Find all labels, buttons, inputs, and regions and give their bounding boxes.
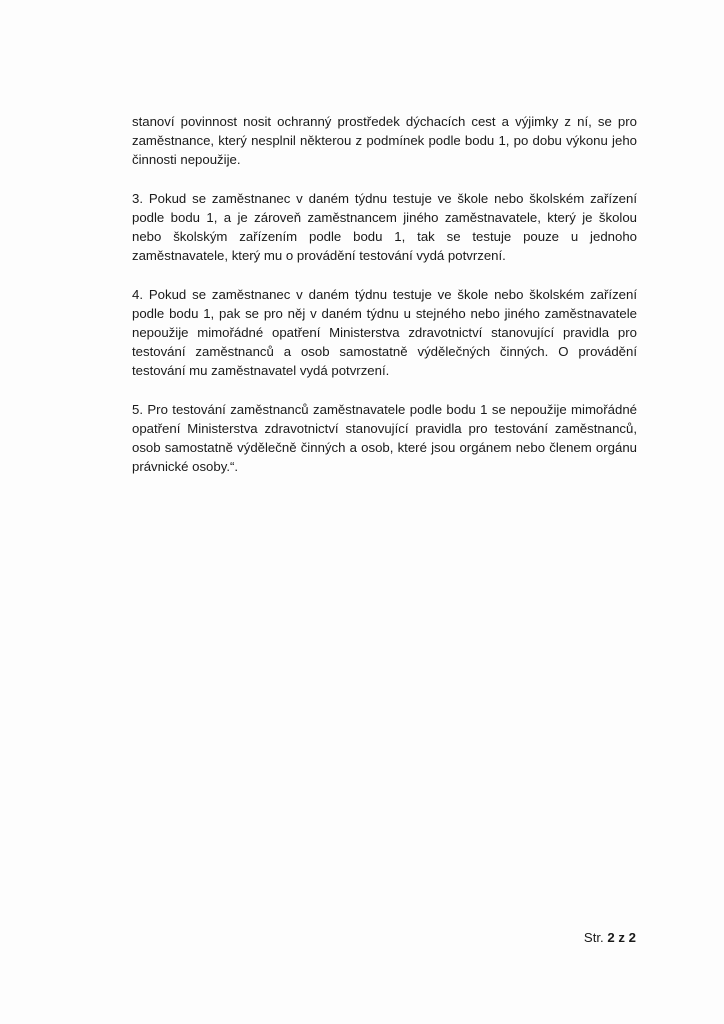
paragraph-continuation: stanoví povinnost nosit ochranný prostředek dýchacích cest a výjimky z ní, se pro zaměstnance, který nesplnil některou z podmínek podle bodu 1, po dobu výkonu jeho činnosti nepoužije. <box>132 114 637 167</box>
page-number-current: 2 <box>607 930 615 945</box>
paragraph-point-5: 5. Pro testování zaměstnanců zaměstnavatele podle bodu 1 se nepoužije mimořádné opatření Ministerstva zdravotnictví stanovující pravidla pro testování zaměstnanců, osob samostatně výdělečně činných a osob, které jsou orgánem nebo členem orgánu právnické osoby.“. <box>132 402 637 474</box>
page-number-separator: z <box>618 930 625 945</box>
paragraph-point-4: 4. Pokud se zaměstnanec v daném týdnu testuje ve škole nebo školském zařízení podle bodu 1, pak se pro něj v daném týdnu u stejného nebo jiného zaměstnavatele nepoužije mimořádné opatření Ministerstva zdravotnictví stanovující pravidla pro testování zaměstnanců a osob samostatně výdělečných činných. O provádění testování mu zaměstnavatel vydá potvrzení. <box>132 287 637 378</box>
page-number-total: 2 <box>628 930 636 945</box>
page-number <box>584 928 636 947</box>
page-number-prefix: Str. <box>583 930 604 945</box>
document-body <box>132 112 637 496</box>
paragraph-point-3: 3. Pokud se zaměstnanec v daném týdnu testuje ve škole nebo školském zařízení podle bodu 1, a je zároveň zaměstnancem jiného zaměstnavatele, který je školou nebo školským zařízením podle bodu 1, tak se testuje pouze u jednoho zaměstnavatele, který mu o provádění testování vydá potvrzení. <box>132 191 637 263</box>
